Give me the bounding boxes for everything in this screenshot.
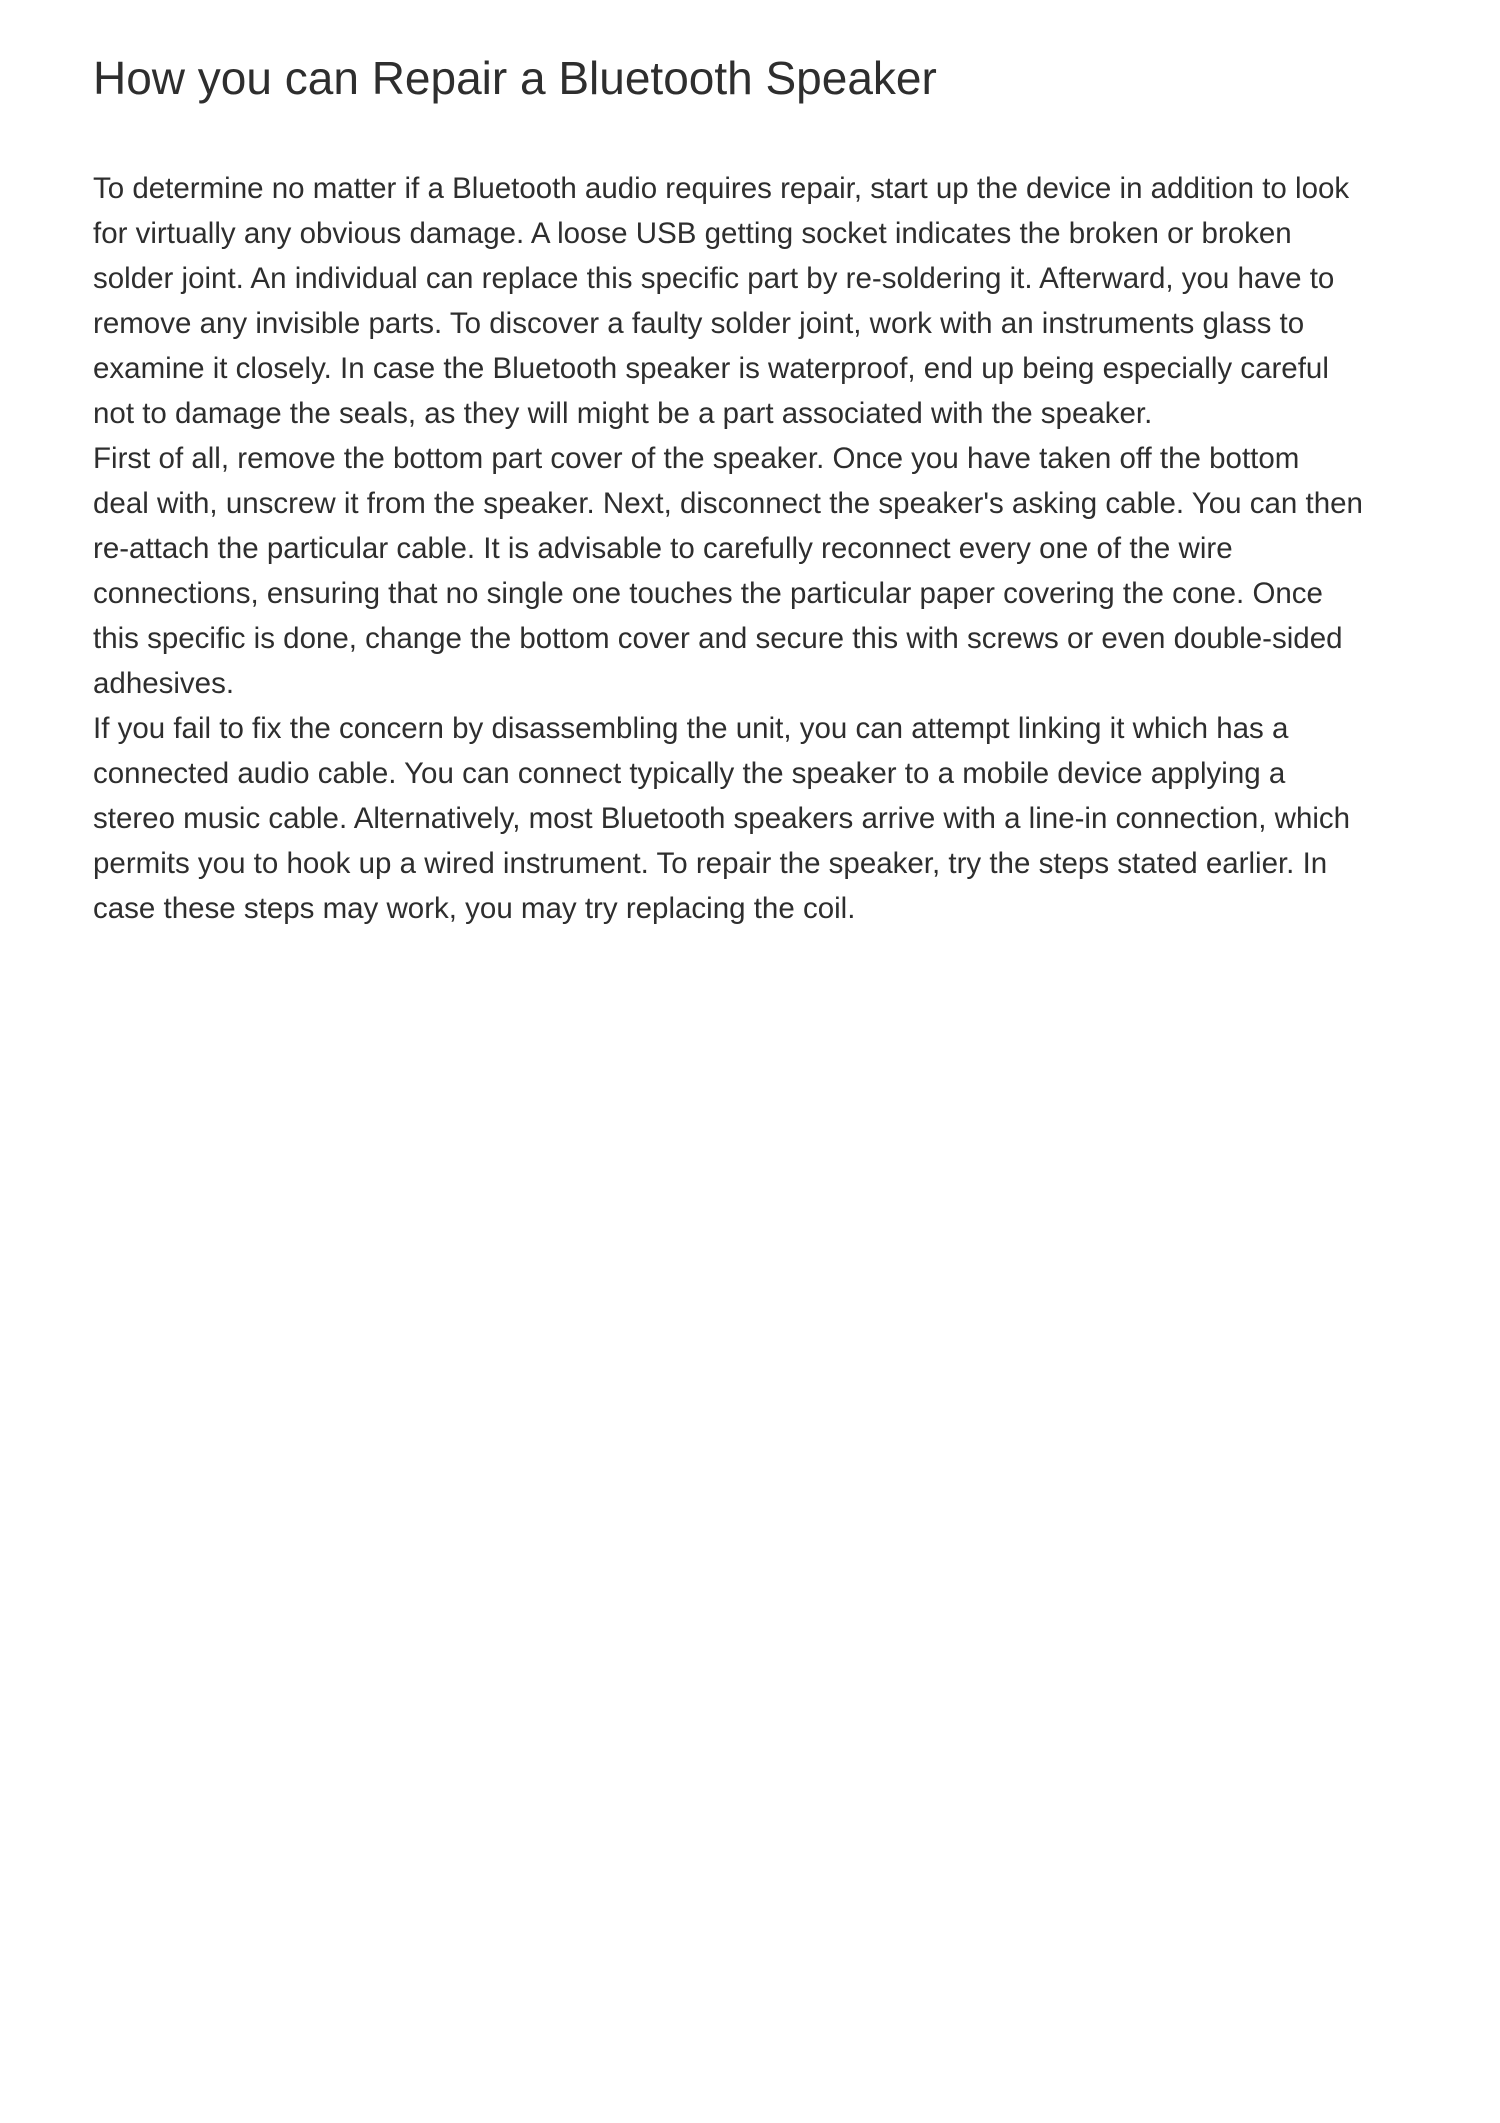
paragraph: To determine no matter if a Bluetooth audio requires repair, start up the device in addition to look for virtually any obvious damage. A loose USB getting socket indicates the broken or broken solder joint. An individual can replace this specific part by re-soldering it. Afterward, you have to remove any invisible parts. To discover a faulty solder joint, work with an instruments glass to examine it closely. In case the Bluetooth speaker is waterproof, end up being especially careful not to damage the seals, as they will might be a part associated with the speaker.	[93, 172, 1350, 430]
article-body	[93, 166, 1363, 931]
page-title: How you can Repair a Bluetooth Speaker	[93, 52, 937, 104]
paragraph: If you fail to fix the concern by disassembling the unit, you can attempt linking it which has a connected audio cable. You can connect typically the speaker to a mobile device applying a stereo music cable. Alternatively, most Bluetooth speakers arrive with a line-in connection, which permits you to hook up a wired instrument. To repair the speaker, try the steps stated earlier. In case these steps may work, you may try replacing the coil.	[93, 712, 1351, 925]
paragraph: First of all, remove the bottom part cover of the speaker. Once you have taken off the bottom deal with, unscrew it from the speaker. Next, disconnect the speaker's asking cable. You can then re-attach the particular cable. It is advisable to carefully reconnect every one of the wire connections, ensuring that no single one touches the particular paper covering the cone. Once this specific is done, change the bottom cover and secure this with screws or even double-sided adhesives.	[93, 442, 1363, 700]
